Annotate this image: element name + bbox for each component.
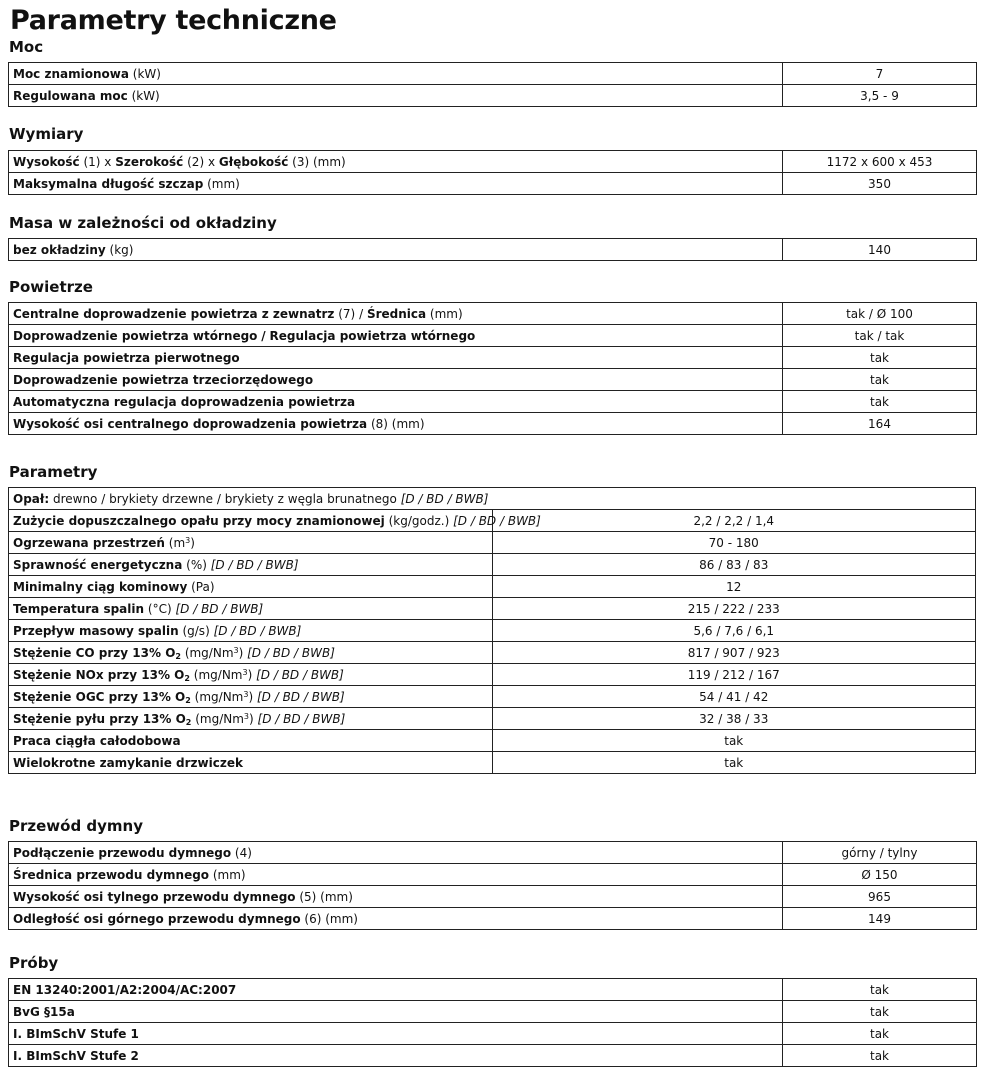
table-row: Minimalny ciąg kominowy (Pa) 12 [9, 576, 976, 598]
row-label: Opał: [13, 491, 50, 506]
table-row: Wysokość osi tylnego przewodu dymnego (5) (mm) 965 [9, 886, 977, 908]
table-row: Maksymalna długość szczap (mm) 350 [9, 173, 977, 195]
row-value: 7 [783, 63, 977, 85]
row-value: tak [492, 730, 976, 752]
table-row [9, 752, 976, 774]
table-row [9, 1001, 977, 1023]
table-moc [8, 62, 977, 107]
section-title-powietrze: Powietrze [9, 278, 93, 296]
row-value: 86 / 83 / 83 [492, 554, 976, 576]
row-label: Praca ciągła całodobowa [13, 733, 181, 748]
row-label: Moc znamionowa [13, 66, 129, 81]
table-row [9, 347, 977, 369]
row-label: Wysokość osi tylnego przewodu dymnego [13, 889, 296, 904]
row-label: bez okładziny [13, 242, 106, 257]
row-label: Średnica przewodu dymnego [13, 867, 210, 882]
section-title-wymiary: Wymiary [9, 125, 84, 143]
row-value: tak [783, 1023, 977, 1045]
row-label: Odległość osi górnego przewodu dymnego [13, 911, 301, 926]
table-row [9, 369, 977, 391]
row-value: 965 [783, 886, 977, 908]
row-label: Doprowadzenie powietrza wtórnego [13, 328, 258, 343]
row-value: 70 - 180 [492, 532, 976, 554]
row-value: tak [783, 1001, 977, 1023]
table-row: Doprowadzenie powietrza wtórnego / Regulacja powietrza wtórnego tak / tak [9, 325, 977, 347]
table-row [9, 730, 976, 752]
row-label: Sprawność energetyczna [13, 557, 183, 572]
table-row [9, 391, 977, 413]
table-powietrze [8, 302, 977, 435]
section-title-przewod: Przewód dymny [9, 817, 144, 835]
row-value: tak [783, 979, 977, 1001]
section-title-proby: Próby [9, 954, 59, 972]
table-row: Przepływ masowy spalin (g/s) [D / BD / BWB] 5,6 / 7,6 / 6,1 [9, 620, 976, 642]
row-label: EN 13240:2001/A2:2004/AC:2007 [13, 982, 237, 997]
table-row [9, 1023, 977, 1045]
row-label: Regulowana moc [13, 88, 128, 103]
table-row: Podłączenie przewodu dymnego (4) górny / tylny [9, 842, 977, 864]
row-label: Temperatura spalin [13, 601, 145, 616]
table-masa [8, 238, 977, 261]
row-value: 119 / 212 / 167 [492, 664, 976, 686]
row-label: I. BImSchV Stufe 2 [13, 1048, 139, 1063]
section-title-moc: Moc [9, 38, 44, 56]
row-value: tak [783, 1045, 977, 1067]
table-row: Opał: drewno / brykiety drzewne / brykiety z węgla brunatnego [D / BD / BWB] [9, 488, 976, 510]
row-label: Stężenie NOx przy 13% O [13, 667, 185, 682]
row-value: tak [783, 391, 977, 413]
row-label: I. BImSchV Stufe 1 [13, 1026, 139, 1041]
row-value: 149 [783, 908, 977, 930]
table-row: Stężenie CO przy 13% $O_2$ (mg/Nm$^3$) [D / BD / BWB] 817 / 907 / 923 [9, 642, 976, 664]
row-label: Ogrzewana przestrzeń [13, 535, 165, 550]
row-label: Centralne doprowadzenie powietrza z zewnatrz [13, 306, 335, 321]
row-value: 164 [783, 413, 977, 435]
page-title: Parametry techniczne [10, 5, 337, 36]
row-value: tak / tak [783, 325, 977, 347]
table-wymiary [8, 150, 977, 195]
row-label: Maksymalna długość szczap [13, 176, 204, 191]
row-value: tak [783, 369, 977, 391]
row-unit: (kW) [132, 66, 161, 81]
section-title-masa: Masa w zależności od okładziny [9, 214, 277, 232]
table-row: Temperatura spalin (°C) [D / BD / BWB] 215 / 222 / 233 [9, 598, 976, 620]
row-value: 2,2 / 2,2 / 1,4 [492, 510, 976, 532]
row-value: 140 [783, 239, 977, 261]
row-value: 54 / 41 / 42 [492, 686, 976, 708]
row-value: Ø 150 [783, 864, 977, 886]
table-row [9, 979, 977, 1001]
row-value: górny / tylny [783, 842, 977, 864]
table-row [9, 1045, 977, 1067]
row-label: Zużycie dopuszczalnego opału przy mocy znamionowej [13, 513, 385, 528]
table-przewod [8, 841, 977, 930]
row-value: 350 [783, 173, 977, 195]
table-row: bez okładziny (kg) 140 [9, 239, 977, 261]
row-label: Minimalny ciąg kominowy [13, 579, 188, 594]
row-label: Stężenie CO przy 13% O [13, 645, 176, 660]
table-row: Wysokość osi centralnego doprowadzenia powietrza (8) (mm) 164 [9, 413, 977, 435]
row-value: 1172 x 600 x 453 [783, 151, 977, 173]
row-label: Podłączenie przewodu dymnego [13, 845, 232, 860]
row-label: BvG §15a [13, 1004, 75, 1019]
section-title-parametry: Parametry [9, 463, 98, 481]
dim-depth-label: Głębokość [218, 154, 289, 169]
table-row: Stężenie NOx przy 13% $O_2$ (mg/Nm$^3$) [D / BD / BWB] 119 / 212 / 167 [9, 664, 976, 686]
row-value: 12 [492, 576, 976, 598]
table-row: Ogrzewana przestrzeń $(m^3)$ 70 - 180 [9, 532, 976, 554]
table-row: Średnica przewodu dymnego (mm) Ø 150 [9, 864, 977, 886]
row-label: Stężenie OGC przy 13% O [13, 689, 186, 704]
table-row: Odległość osi górnego przewodu dymnego (6) (mm) 149 [9, 908, 977, 930]
row-value: tak [783, 347, 977, 369]
table-row: Wysokość (1) x Szerokość (2) x Głębokość (3) (mm) 1172 x 600 x 453 [9, 151, 977, 173]
row-label: Doprowadzenie powietrza trzeciorzędowego [13, 372, 314, 387]
row-label: Wysokość osi centralnego doprowadzenia powietrza [13, 416, 368, 431]
row-value: 817 / 907 / 923 [492, 642, 976, 664]
row-value: 32 / 38 / 33 [492, 708, 976, 730]
dim-height-label: Wysokość [13, 154, 80, 169]
table-parametry [8, 487, 976, 774]
row-value: tak / Ø 100 [783, 303, 977, 325]
row-label: Stężenie pyłu przy 13% O [13, 711, 186, 726]
table-row [9, 63, 977, 85]
row-label: Przepływ masowy spalin [13, 623, 179, 638]
table-row: Centralne doprowadzenie powietrza z zewnatrz (7) / Średnica (mm) tak / Ø 100 [9, 303, 977, 325]
table-row: Stężenie OGC przy 13% $O_2$ (mg/Nm$^3$) [D / BD / BWB] 54 / 41 / 42 [9, 686, 976, 708]
row-unit: (kW) [131, 88, 160, 103]
table-row: Stężenie pyłu przy 13% $O_2$ (mg/Nm$^3$) [D / BD / BWB] 32 / 38 / 33 [9, 708, 976, 730]
row-label: Wielokrotne zamykanie drzwiczek [13, 755, 243, 770]
row-value: 5,6 / 7,6 / 6,1 [492, 620, 976, 642]
row-label: Regulacja powietrza pierwotnego [13, 350, 240, 365]
table-row: Zużycie dopuszczalnego opału przy mocy znamionowej (kg/godz.) [D / BD / BWB] 2,2 / 2,2 / 1,4 [9, 510, 976, 532]
dim-width-label: Szerokość [115, 154, 184, 169]
row-label: Automatyczna regulacja doprowadzenia powietrza [13, 394, 356, 409]
table-row: Sprawność energetyczna (%) [D / BD / BWB] 86 / 83 / 83 [9, 554, 976, 576]
table-row [9, 85, 977, 107]
table-proby [8, 978, 977, 1067]
row-value: 215 / 222 / 233 [492, 598, 976, 620]
row-value: 3,5 - 9 [783, 85, 977, 107]
row-value: tak [492, 752, 976, 774]
